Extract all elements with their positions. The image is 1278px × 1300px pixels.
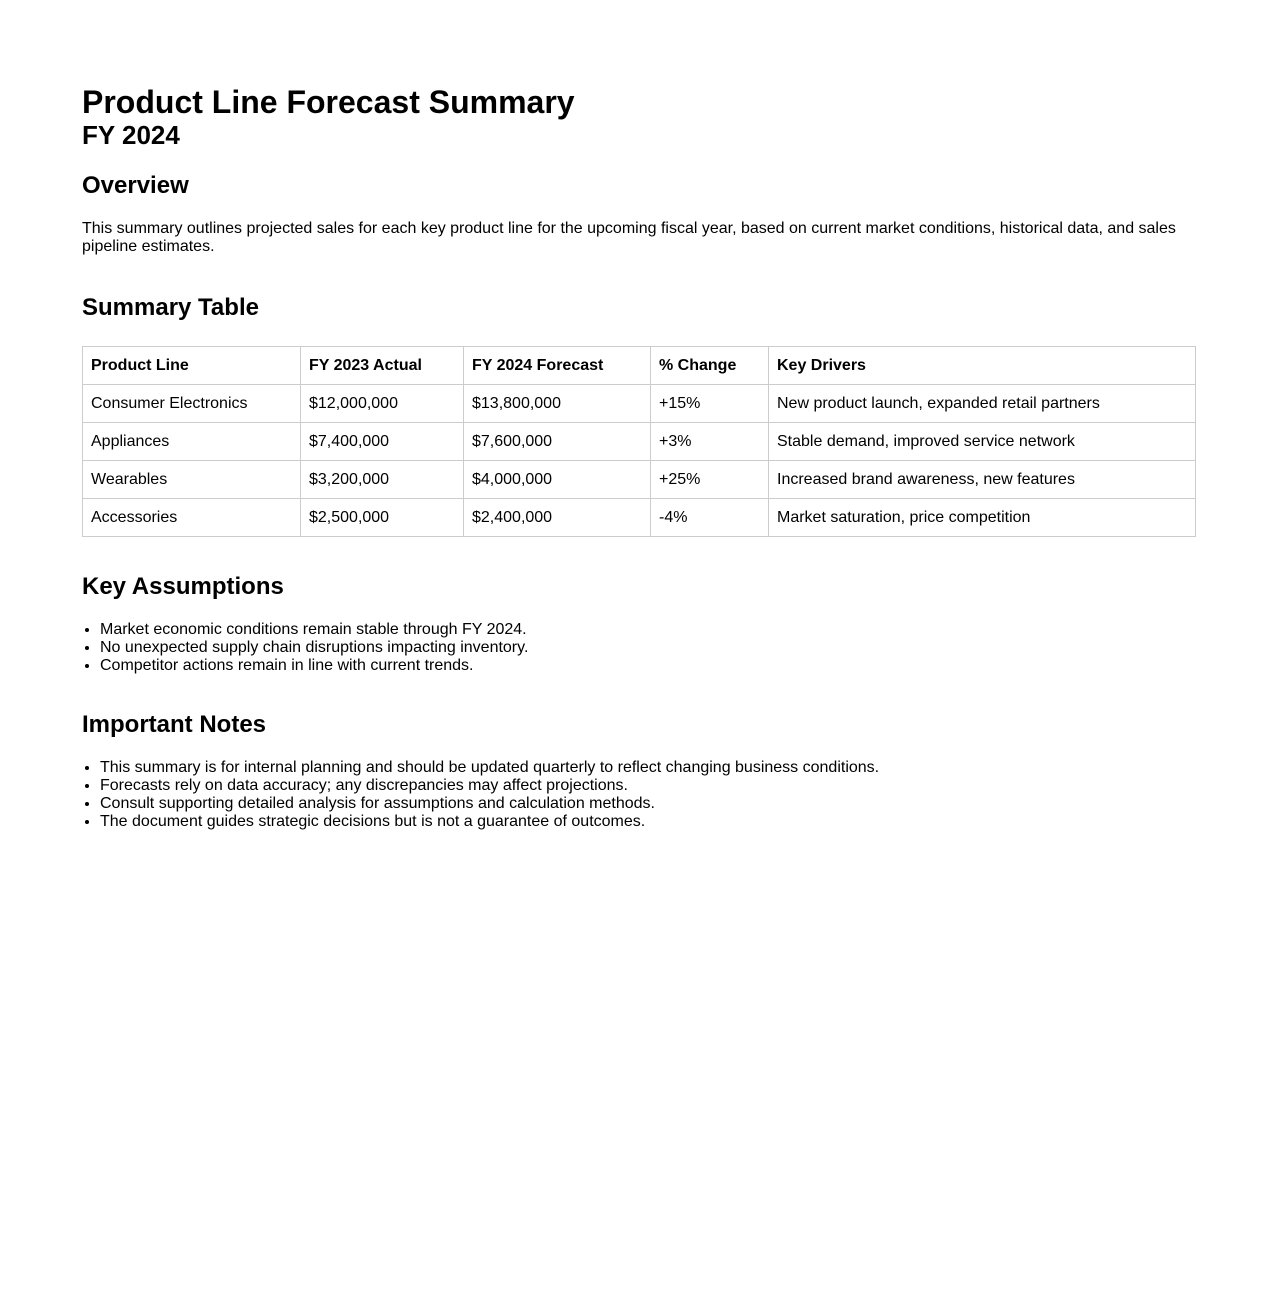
column-header: FY 2023 Actual [301,347,464,385]
table-cell: +15% [651,385,769,423]
column-header: Product Line [83,347,301,385]
table-cell: $7,400,000 [301,423,464,461]
table-cell: $2,400,000 [464,499,651,537]
table-cell: $7,600,000 [464,423,651,461]
table-cell: +25% [651,461,769,499]
table-cell: $2,500,000 [301,499,464,537]
column-header: FY 2024 Forecast [464,347,651,385]
table-cell: Consumer Electronics [83,385,301,423]
list-item: • Market economic conditions remain stable through FY 2024. [100,621,1196,639]
list-item: • Competitor actions remain in line with current trends. [100,657,1196,675]
table-cell: -4% [651,499,769,537]
table-cell: $13,800,000 [464,385,651,423]
table-cell: Increased brand awareness, new features [769,461,1196,499]
table-header-row [83,347,1196,385]
table-row [83,499,1196,537]
assumptions-list [82,621,1196,675]
table-cell: Appliances [83,423,301,461]
notes-list [82,759,1196,831]
assumptions-heading: Key Assumptions [82,573,284,600]
list-item: • No unexpected supply chain disruptions impacting inventory. [100,639,1196,657]
table-cell: Market saturation, price competition [769,499,1196,537]
page-title: Product Line Forecast Summary [82,84,575,120]
overview-heading: Overview [82,172,189,199]
table-cell: $4,000,000 [464,461,651,499]
table-row [83,385,1196,423]
table-cell: Stable demand, improved service network [769,423,1196,461]
column-header: Key Drivers [769,347,1196,385]
table-row [83,423,1196,461]
list-item: • Forecasts rely on data accuracy; any discrepancies may affect projections. [100,777,1196,795]
column-header: % Change [651,347,769,385]
table-cell: $12,000,000 [301,385,464,423]
table-cell: $3,200,000 [301,461,464,499]
table-cell: New product launch, expanded retail partners [769,385,1196,423]
list-item: • Consult supporting detailed analysis for assumptions and calculation methods. [100,795,1196,813]
list-item: • This summary is for internal planning and should be updated quarterly to reflect changing business conditions. [100,759,1196,777]
notes-heading: Important Notes [82,711,267,738]
summary-table-heading: Summary Table [82,294,259,321]
summary-table [82,346,1196,537]
list-item: • The document guides strategic decisions but is not a guarantee of outcomes. [100,813,1196,831]
table-cell: Wearables [83,461,301,499]
table-cell: +3% [651,423,769,461]
table-row [83,461,1196,499]
overview-text: This summary outlines projected sales for each key product line for the upcoming fiscal year, based on current market conditions, historical data, and sales pipeline estimates. [82,220,1176,255]
table-cell: Accessories [83,499,301,537]
page-subtitle: FY 2024 [82,120,180,150]
